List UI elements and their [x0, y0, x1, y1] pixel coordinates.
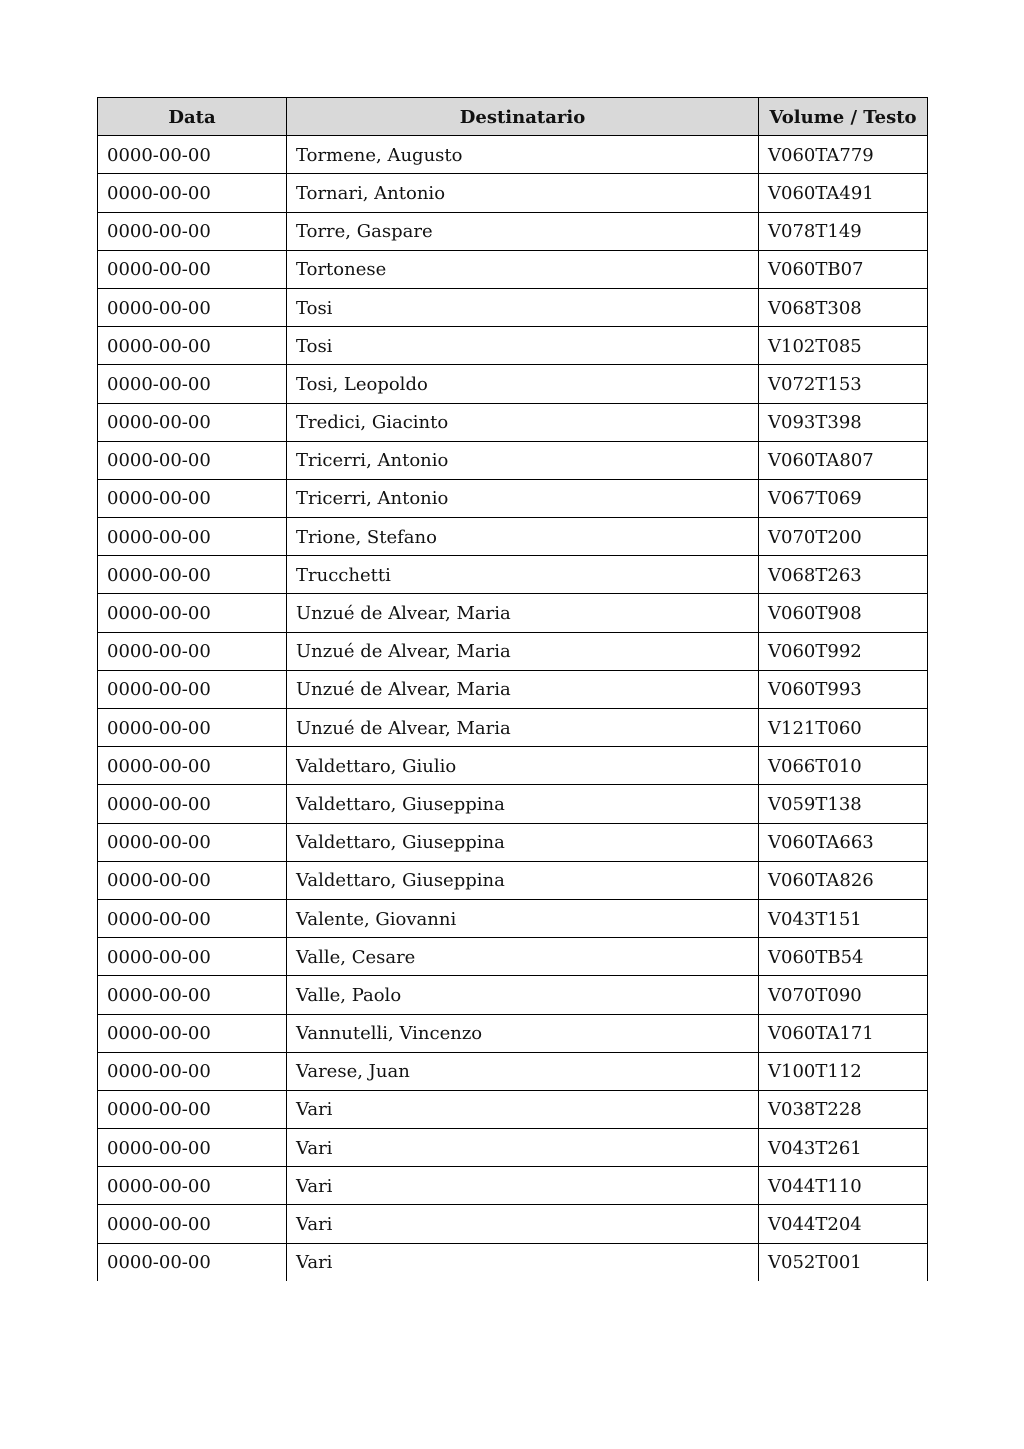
cell-volume: V060TA826: [759, 861, 928, 899]
cell-recipient: Tornari, Antonio: [287, 174, 759, 212]
table-row: [98, 670, 928, 708]
cell-recipient: Tosi, Leopoldo: [287, 365, 759, 403]
cell-recipient: Unzué de Alvear, Maria: [287, 670, 759, 708]
column-header-date: Data: [98, 98, 287, 136]
table-row: [98, 823, 928, 861]
cell-volume: V078T149: [759, 212, 928, 250]
cell-recipient: Valle, Cesare: [287, 938, 759, 976]
table-row: [98, 174, 928, 212]
cell-date: 0000-00-00: [98, 365, 287, 403]
table-row: [98, 136, 928, 174]
cell-date: 0000-00-00: [98, 747, 287, 785]
cell-volume: V044T110: [759, 1167, 928, 1205]
cell-date: 0000-00-00: [98, 1129, 287, 1167]
cell-volume: V070T090: [759, 976, 928, 1014]
cell-volume: V100T112: [759, 1052, 928, 1090]
cell-volume: V060T992: [759, 632, 928, 670]
cell-volume: V102T085: [759, 327, 928, 365]
cell-date: 0000-00-00: [98, 976, 287, 1014]
cell-recipient: Tosi: [287, 327, 759, 365]
table-row: [98, 250, 928, 288]
cell-recipient: Vari: [287, 1167, 759, 1205]
table-row: [98, 632, 928, 670]
cell-date: 0000-00-00: [98, 136, 287, 174]
cell-recipient: Valdettaro, Giuseppina: [287, 823, 759, 861]
table-row: [98, 1205, 928, 1243]
cell-volume: V060TA663: [759, 823, 928, 861]
table-row: [98, 1014, 928, 1052]
cell-volume: V060TB07: [759, 250, 928, 288]
cell-recipient: Tredici, Giacinto: [287, 403, 759, 441]
table-row: [98, 1129, 928, 1167]
cell-volume: V038T228: [759, 1090, 928, 1128]
table-row: [98, 861, 928, 899]
cell-date: 0000-00-00: [98, 670, 287, 708]
cell-recipient: Trucchetti: [287, 556, 759, 594]
cell-volume: V067T069: [759, 479, 928, 517]
cell-recipient: Vari: [287, 1090, 759, 1128]
cell-recipient: Vari: [287, 1129, 759, 1167]
cell-recipient: Tosi: [287, 288, 759, 326]
cell-recipient: Trione, Stefano: [287, 518, 759, 556]
cell-date: 0000-00-00: [98, 1205, 287, 1243]
table-row: [98, 288, 928, 326]
table-row: [98, 1243, 928, 1281]
cell-volume: V060TA779: [759, 136, 928, 174]
cell-recipient: Valente, Giovanni: [287, 899, 759, 937]
cell-date: 0000-00-00: [98, 288, 287, 326]
table-row: [98, 479, 928, 517]
cell-recipient: Varese, Juan: [287, 1052, 759, 1090]
cell-volume: V068T263: [759, 556, 928, 594]
table-row: [98, 1167, 928, 1205]
table-body: [98, 136, 928, 1282]
cell-date: 0000-00-00: [98, 1167, 287, 1205]
cell-recipient: Tricerri, Antonio: [287, 479, 759, 517]
table-row: [98, 556, 928, 594]
cell-volume: V052T001: [759, 1243, 928, 1281]
cell-recipient: Unzué de Alvear, Maria: [287, 709, 759, 747]
cell-date: 0000-00-00: [98, 1052, 287, 1090]
cell-volume: V093T398: [759, 403, 928, 441]
table-row: [98, 327, 928, 365]
cell-date: 0000-00-00: [98, 212, 287, 250]
table-row: [98, 899, 928, 937]
cell-date: 0000-00-00: [98, 861, 287, 899]
cell-date: 0000-00-00: [98, 823, 287, 861]
table-row: [98, 403, 928, 441]
table-row: [98, 441, 928, 479]
cell-date: 0000-00-00: [98, 594, 287, 632]
cell-date: 0000-00-00: [98, 250, 287, 288]
cell-date: 0000-00-00: [98, 1014, 287, 1052]
table-row: [98, 785, 928, 823]
cell-volume: V060T908: [759, 594, 928, 632]
cell-date: 0000-00-00: [98, 632, 287, 670]
cell-recipient: Unzué de Alvear, Maria: [287, 632, 759, 670]
column-header-volume: Volume / Testo: [759, 98, 928, 136]
cell-volume: V066T010: [759, 747, 928, 785]
table-row: [98, 938, 928, 976]
cell-date: 0000-00-00: [98, 556, 287, 594]
cell-volume: V043T151: [759, 899, 928, 937]
table-row: [98, 709, 928, 747]
cell-recipient: Tortonese: [287, 250, 759, 288]
cell-date: 0000-00-00: [98, 709, 287, 747]
cell-volume: V060TA171: [759, 1014, 928, 1052]
cell-date: 0000-00-00: [98, 327, 287, 365]
table-row: [98, 365, 928, 403]
cell-volume: V060TB54: [759, 938, 928, 976]
cell-recipient: Vari: [287, 1205, 759, 1243]
cell-recipient: Tormene, Augusto: [287, 136, 759, 174]
correspondence-table: [97, 97, 928, 1281]
cell-volume: V072T153: [759, 365, 928, 403]
cell-volume: V060T993: [759, 670, 928, 708]
column-header-recipient: Destinatario: [287, 98, 759, 136]
cell-volume: V060TA491: [759, 174, 928, 212]
table-row: [98, 1090, 928, 1128]
cell-recipient: Vannutelli, Vincenzo: [287, 1014, 759, 1052]
cell-recipient: Vari: [287, 1243, 759, 1281]
cell-volume: V068T308: [759, 288, 928, 326]
cell-volume: V044T204: [759, 1205, 928, 1243]
cell-volume: V060TA807: [759, 441, 928, 479]
cell-recipient: Valdettaro, Giulio: [287, 747, 759, 785]
cell-date: 0000-00-00: [98, 174, 287, 212]
cell-recipient: Valle, Paolo: [287, 976, 759, 1014]
table-row: [98, 594, 928, 632]
cell-volume: V059T138: [759, 785, 928, 823]
cell-date: 0000-00-00: [98, 1090, 287, 1128]
cell-recipient: Unzué de Alvear, Maria: [287, 594, 759, 632]
cell-date: 0000-00-00: [98, 938, 287, 976]
cell-date: 0000-00-00: [98, 1243, 287, 1281]
cell-date: 0000-00-00: [98, 441, 287, 479]
cell-date: 0000-00-00: [98, 479, 287, 517]
cell-volume: V070T200: [759, 518, 928, 556]
table-row: [98, 976, 928, 1014]
cell-recipient: Torre, Gaspare: [287, 212, 759, 250]
cell-date: 0000-00-00: [98, 785, 287, 823]
cell-volume: V121T060: [759, 709, 928, 747]
table-header-row: [98, 98, 928, 136]
cell-volume: V043T261: [759, 1129, 928, 1167]
table-row: [98, 212, 928, 250]
table-row: [98, 1052, 928, 1090]
table-row: [98, 518, 928, 556]
cell-recipient: Valdettaro, Giuseppina: [287, 861, 759, 899]
cell-date: 0000-00-00: [98, 899, 287, 937]
cell-recipient: Tricerri, Antonio: [287, 441, 759, 479]
cell-date: 0000-00-00: [98, 403, 287, 441]
table-row: [98, 747, 928, 785]
cell-date: 0000-00-00: [98, 518, 287, 556]
cell-recipient: Valdettaro, Giuseppina: [287, 785, 759, 823]
